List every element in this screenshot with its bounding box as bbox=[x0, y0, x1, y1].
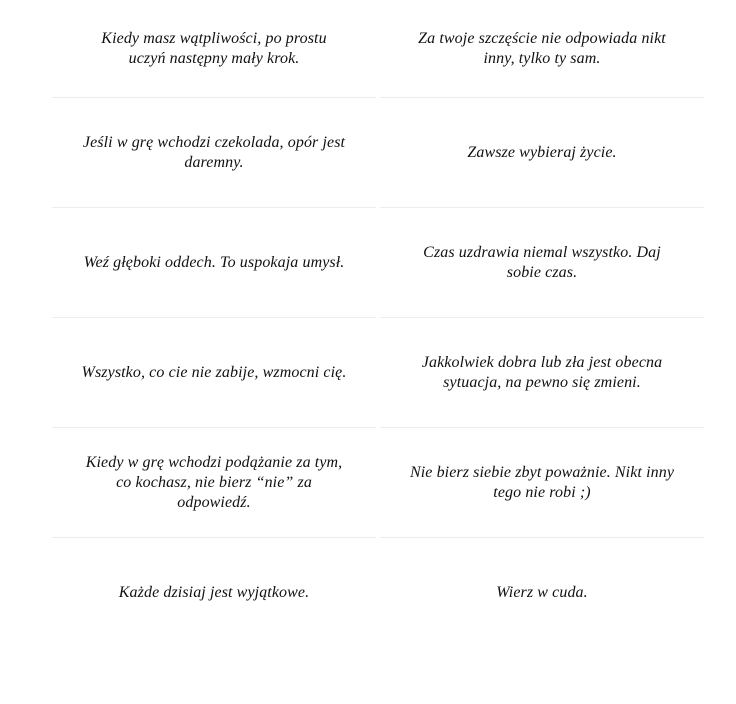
quote-cards-grid bbox=[52, 0, 704, 648]
quote-card bbox=[52, 208, 376, 318]
quote-card bbox=[380, 98, 704, 208]
quote-text: Kiedy masz wątpliwości, po prostu uczyń następny mały krok. bbox=[101, 29, 327, 67]
quote-card bbox=[380, 538, 704, 648]
quote-card bbox=[380, 318, 704, 428]
quote-text: Wszystko, co cie nie zabije, wzmocni cię. bbox=[81, 363, 347, 381]
quote-text: Każde dzisiaj jest wyjątkowe. bbox=[118, 584, 310, 601]
quote-text: Jeśli w grę wchodzi czekolada, opór jest daremny. bbox=[82, 133, 346, 171]
quote-text: Czas uzdrawia niemal wszystko. Daj sobie czas. bbox=[423, 243, 661, 281]
quote-card bbox=[52, 0, 376, 98]
quote-card bbox=[380, 428, 704, 538]
quote-card bbox=[380, 208, 704, 318]
quote-card bbox=[52, 538, 376, 648]
quote-text: Weź głęboki oddech. To uspokaja umysł. bbox=[83, 253, 345, 271]
quote-card bbox=[380, 0, 704, 98]
quote-text: Zawsze wybieraj życie. bbox=[467, 143, 617, 161]
quote-card bbox=[52, 318, 376, 428]
quote-text: Za twoje szczęście nie odpowiada nikt inny, tylko ty sam. bbox=[418, 29, 666, 67]
quote-card bbox=[52, 428, 376, 538]
quote-text: Kiedy w grę wchodzi podążanie za tym, co kochasz, nie bierz “nie” za odpowiedź. bbox=[85, 453, 343, 511]
quote-card bbox=[52, 98, 376, 208]
quote-text: Wierz w cuda. bbox=[496, 584, 588, 601]
quote-text: Jakkolwiek dobra lub zła jest obecna sytuacja, na pewno się zmieni. bbox=[421, 353, 663, 391]
quote-text: Nie bierz siebie zbyt poważnie. Nikt inny tego nie robi ;) bbox=[409, 463, 675, 501]
